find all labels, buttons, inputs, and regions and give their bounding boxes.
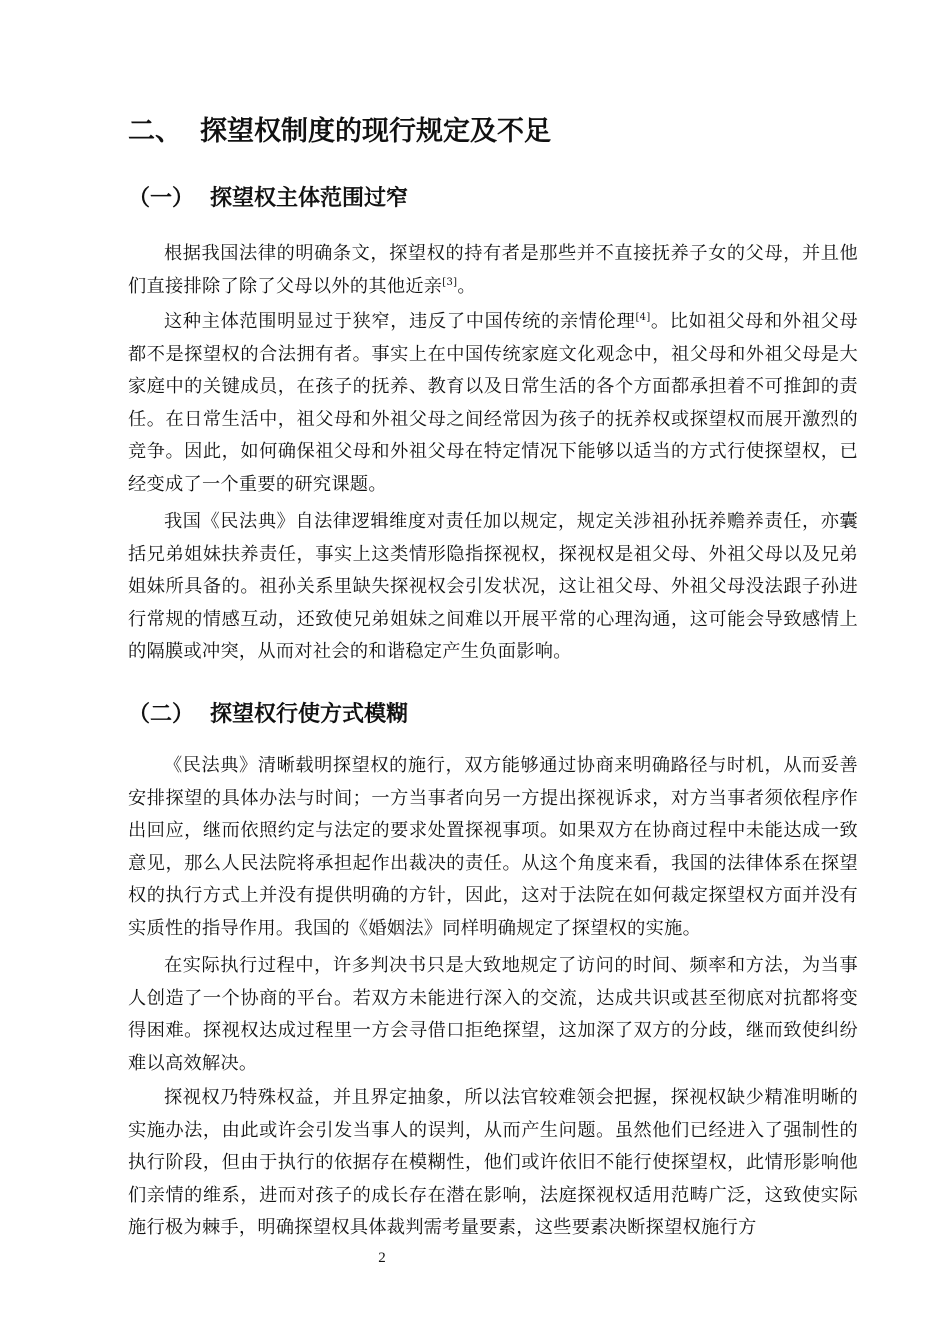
page-number: 2 [378,1250,386,1266]
chapter-number: 二、 [128,116,182,147]
section-heading-2 [128,698,408,732]
citation-3: [3] [442,276,458,288]
paragraph-2 [128,306,858,501]
paragraph-1-tail: 。 [457,275,476,297]
chapter-title: 探望权制度的现行规定及不足 [200,116,551,147]
paragraph-1 [128,238,858,303]
paragraph-4: 《民法典》清晰载明探望权的施行，双方能够通过协商来明确路径与时机，从而妥善安排探望的具体办法与时间；一方当事者向另一方提出探视诉求，对方当事者须依程序作出回应，继而依照约定与法定的要求处置探视事项。如果双方在协商过程中未能达成一致意见，那么人民法院将承担起作出裁决的责任。从这个角度来看，我国的法律体系在探望权的执行方式上并没有提供明确的方针，因此，这对于法院在如何裁定探望权方面并没有实质性的指导作用。我国的《婚姻法》同样明确规定了探望权的实施。 [128,755,858,939]
paragraph-2-head: 这种主体范围明显过于狭窄，违反了中国传统的亲情伦理 [164,311,636,332]
section-title-1: 探望权主体范围过窄 [210,186,409,211]
chapter-heading [128,112,551,152]
paragraph-3: 我国《民法典》自法律逻辑维度对责任加以规定，规定关涉祖孙抚养赡养责任，亦囊括兄弟姐妹扶养责任，事实上这类情形隐指探视权，探视权是祖父母、外祖父母以及兄弟姐妹所具备的。祖孙关系里缺失探视权会引发状况，这让祖父母、外祖父母没法跟子孙进行常规的情感互动，还致使兄弟姐妹之间难以开展平常的心理沟通，这可能会导致感情上的隔膜或冲突，从而对社会的和谐稳定产生负面影响。 [128,511,858,662]
paragraph-1-text: 根据我国法律的明确条文，探望权的持有者是那些并不直接抚养子女的父母，并且他们直接排除了除了父母以外的其他近亲 [128,243,858,297]
section-heading-1 [128,182,408,216]
paragraph-6: 探视权乃特殊权益，并且界定抽象，所以法官较难领会把握，探视权缺少精准明晰的实施办法，由此或许会引发当事人的误判，从而产生问题。虽然他们已经进入了强制性的执行阶段，但由于执行的依据存在模糊性，他们或许依旧不能行使探望权，此情形影响他们亲情的维系，进而对孩子的成长存在潜在影响，法庭探视权适用范畴广泛，这致使实际施行极为棘手，明确探望权具体裁判需考量要素，这些要素决断探望权施行方 [128,1087,858,1238]
section-number-1: （一） [128,186,195,211]
citation-4: [4] [635,312,651,323]
section-number-2: （二） [128,702,195,727]
paragraph-2-text: 。比如祖父母和外祖父母都不是探望权的合法拥有者。事实上在中国传统家庭文化观念中，祖父母和外祖父母是大家庭中的关键成员，在孩子的抚养、教育以及日常生活的各个方面都承担着不可推卸的责任。在日常生活中，祖父母和外祖父母之间经常因为孩子的抚养权或探望权而展开激烈的竞争。因此，如何确保祖父母和外祖父母在特定情况下能够以适当的方式行使探望权，已经变成了一个重要的研究课题。 [128,311,858,495]
section-title-2: 探望权行使方式模糊 [210,702,409,727]
paragraph-5: 在实际执行过程中，许多判决书只是大致地规定了访问的时间、频率和方法，为当事人创造了一个协商的平台。若双方未能进行深入的交流，达成共识或甚至彻底对抗都将变得困难。探视权达成过程里一方会寻借口拒绝探望，这加深了双方的分歧，继而致使纠纷难以高效解决。 [128,955,858,1074]
